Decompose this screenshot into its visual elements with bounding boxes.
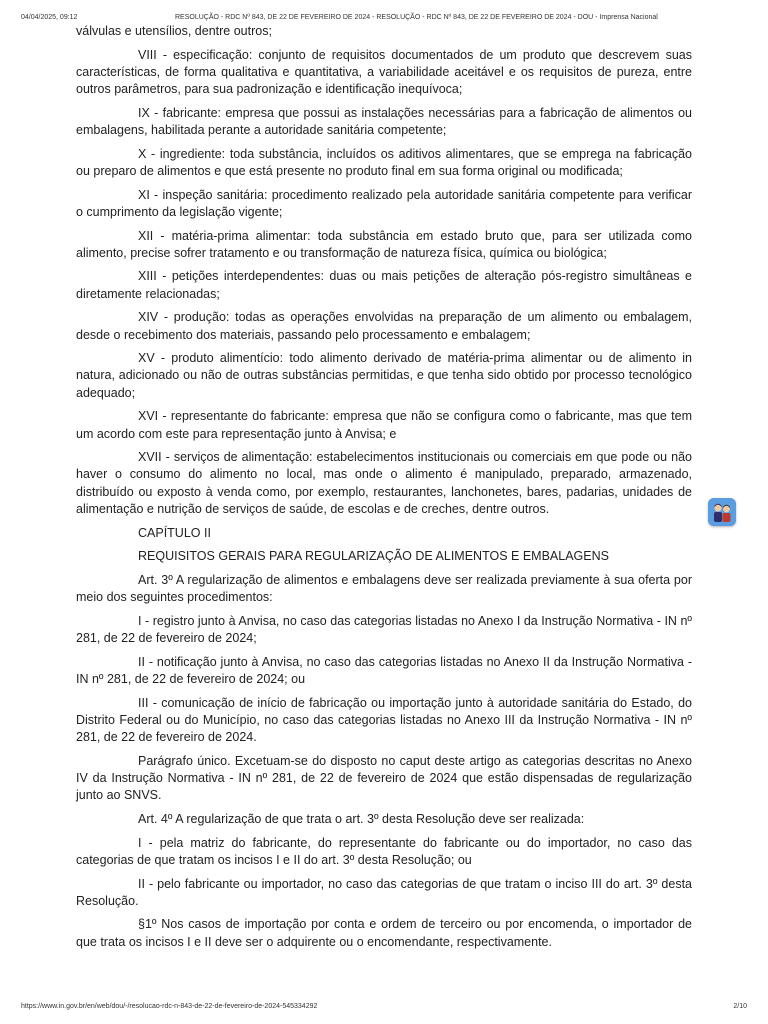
paragraph: XVI - representante do fabricante: empresa que não se configura como o fabricante, mas que tem um acordo com este para representação junto à Anvisa; e: [76, 409, 692, 441]
paragraph: III - comunicação de início de fabricação ou importação junto à autoridade sanitária do Estado, do Distrito Federal ou do Município, no caso das categorias listadas no Anexo III da Instrução Normativa - IN nº 281, de 22 de fevereiro de 2024.: [76, 695, 692, 745]
paragraph: XVII - serviços de alimentação: estabelecimentos institucionais ou comerciais em que pode ou não haver o consumo do alimento no local, mas onde o alimento é manipulado, preparado, armazenado, distribuído ou exposto à venda como, por exemplo, restaurantes, lanchonetes, bares, padarias, unidades de alimentação e nutrição de serviços de saúde, de escolas e de creches, dentre outros.: [76, 450, 692, 516]
people-icon: [708, 498, 736, 526]
chapter-number: CAPÍTULO II: [138, 525, 211, 540]
paragraph: I - registro junto à Anvisa, no caso das categorias listadas no Anexo I da Instrução Normativa - IN nº 281, de 22 de fevereiro de 2024;: [76, 613, 692, 646]
paragraph: Art. 4º A regularização de que trata o art. 3º desta Resolução deve ser realizada:: [138, 811, 585, 826]
paragraph: I - pela matriz do fabricante, do representante do fabricante ou do importador, no caso das categorias de que tratam os incisos I e II do art. 3º desta Resolução; ou: [76, 835, 692, 867]
paragraph: XIII - petições interdependentes: duas ou mais petições de alteração pós-registro simultâneas e diretamente relacionadas;: [76, 269, 692, 301]
document-body: [76, 23, 692, 957]
print-date: 04/04/2025, 09:12: [21, 14, 78, 21]
print-footer: [0, 1002, 768, 1014]
chapter-title: REQUISITOS GERAIS PARA REGULARIZAÇÃO DE ALIMENTOS E EMBALAGENS: [138, 549, 609, 564]
paragraph: Art. 3º A regularização de alimentos e embalagens deve ser realizada previamente à sua oferta por meio dos seguintes procedimentos:: [76, 572, 692, 605]
paragraph: Parágrafo único. Excetuam-se do disposto no caput deste artigo as categorias descritas no Anexo IV da Instrução Normativa - IN nº 281, de 22 de fevereiro de 2024 que estão dispensadas de regularização junto ao SNVS.: [76, 753, 692, 803]
paragraph: §1º Nos casos de importação por conta e ordem de terceiro ou por encomenda, o importador de que trata os incisos I e II deve ser o adquirente ou o encomendante, respectivamente.: [76, 917, 692, 949]
paragraph: válvulas e utensílios, dentre outros;: [76, 24, 272, 38]
paragraph: II - pelo fabricante ou importador, no caso das categorias de que tratam o inciso III do art. 3º desta Resolução.: [76, 876, 692, 908]
paragraph: VIII - especificação: conjunto de requisitos documentados de um produto que descrevem suas características, de forma qualitativa e quantitativa, a variabilidade aceitável e os requisitos de pureza, entre outros parâmetros, para sua padronização e identificação inequívoca;: [76, 47, 692, 97]
paragraph: II - notificação junto à Anvisa, no caso das categorias listadas no Anexo II da Instrução Normativa - IN nº 281, de 22 de fevereiro de 2024; ou: [76, 654, 692, 686]
paragraph: XII - matéria-prima alimentar: toda substância em estado bruto que, para ser utilizada como alimento, precise sofrer tratamento e ou transformação de natureza física, química ou biológica;: [76, 228, 692, 260]
page-url: https://www.in.gov.br/en/web/dou/-/resolucao-rdc-n-843-de-22-de-fevereiro-de-2024-545334292: [21, 1003, 318, 1010]
paragraph: XIV - produção: todas as operações envolvidas na preparação de um alimento ou embalagem, desde o recebimento dos materiais, passando pelo processamento e embalagem;: [76, 310, 692, 342]
assistant-avatar-icon[interactable]: [708, 498, 736, 526]
paragraph: XV - produto alimentício: todo alimento derivado de matéria-prima alimentar ou de alimento in natura, adicionado ou não de outras substâncias permitidas, e que tenha sido obtido por processo tecnológico adequado;: [76, 351, 692, 400]
paragraph: XI - inspeção sanitária: procedimento realizado pela autoridade sanitária competente para verificar o cumprimento da legislação vigente;: [76, 187, 692, 219]
page-number: 2/10: [733, 1003, 747, 1010]
paragraph: X - ingrediente: toda substância, incluídos os aditivos alimentares, que se emprega na fabricação ou preparo de alimentos e que está presente no produto final em sua forma original ou modificada;: [76, 146, 692, 178]
print-title: RESOLUÇÃO - RDC Nº 843, DE 22 DE FEVEREIRO DE 2024 - RESOLUÇÃO - RDC Nº 843, DE 22 DE FEVEREIRO DE 2024 - DOU - Imprensa Nacional: [175, 14, 658, 21]
paragraph: IX - fabricante: empresa que possui as instalações necessárias para a fabricação de alimentos ou embalagens, habilitada perante a autoridade sanitária competente;: [76, 105, 692, 138]
